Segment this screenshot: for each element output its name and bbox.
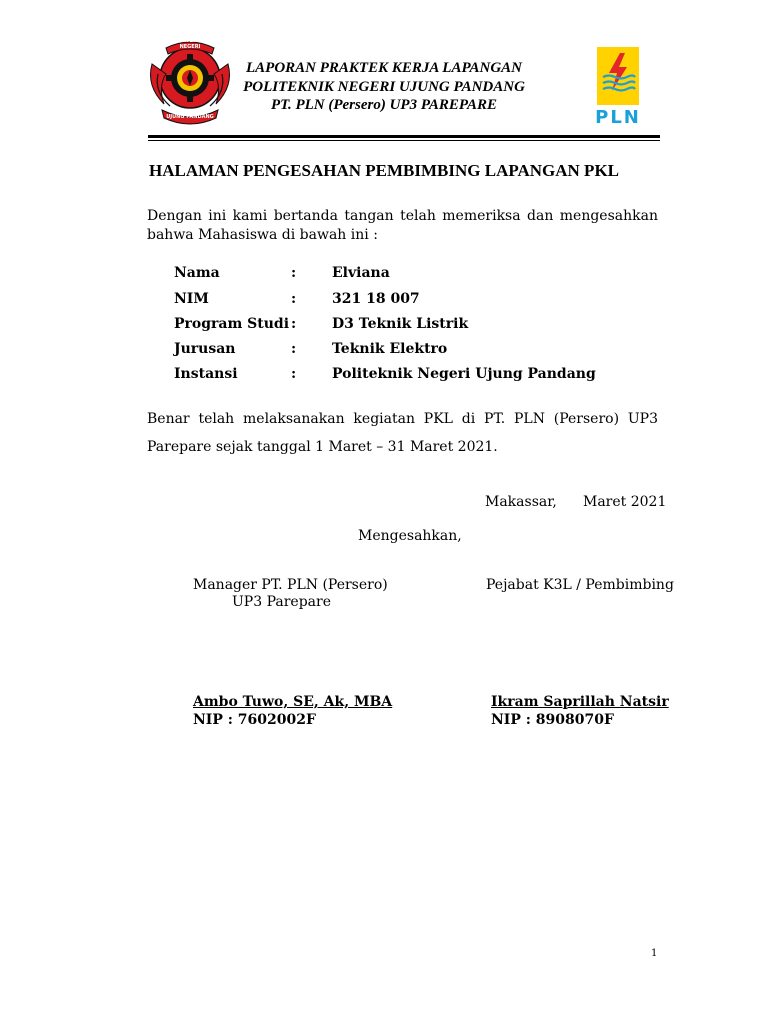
signatory-role: Manager PT. PLN (Persero) bbox=[193, 577, 388, 593]
header-rule-thin bbox=[148, 140, 660, 141]
header-line-3: PT. PLN (Persero) UP3 PAREPARE bbox=[271, 97, 497, 113]
approval-label: Mengesahkan, bbox=[358, 528, 462, 544]
identity-row-jurusan bbox=[174, 338, 614, 360]
identity-label: Instansi bbox=[174, 366, 238, 382]
identity-colon: : bbox=[291, 366, 297, 382]
intro-paragraph: Dengan ini kami bertanda tangan telah memeriksa dan mengesahkan bahwa Mahasiswa di bawah ini : bbox=[147, 208, 658, 243]
identity-colon: : bbox=[291, 265, 297, 281]
page-title: HALAMAN PENGESAHAN PEMBIMBING LAPANGAN PKL bbox=[148, 161, 620, 180]
signatory-name: Ikram Saprillah Natsir bbox=[491, 694, 669, 710]
signatory-nip: NIP : 7602002F bbox=[193, 712, 316, 728]
identity-label: Program Studi bbox=[174, 316, 290, 332]
signatory-name: Ambo Tuwo, SE, Ak, MBA bbox=[193, 694, 393, 710]
emblem-bottom-text: UJUNG PANDANG bbox=[166, 114, 214, 120]
identity-label: Jurusan bbox=[174, 341, 236, 357]
identity-row-instansi bbox=[174, 363, 614, 385]
pln-logo-text: PLN bbox=[595, 107, 641, 128]
identity-value: Teknik Elektro bbox=[332, 341, 448, 357]
pln-lightning-icon bbox=[597, 47, 639, 105]
identity-row-program-studi bbox=[174, 313, 614, 335]
header-rule-thick bbox=[148, 135, 660, 138]
identity-row-nim bbox=[174, 288, 614, 310]
header-line-1: LAPORAN PRAKTEK KERJA LAPANGAN bbox=[245, 60, 523, 76]
identity-value: D3 Teknik Listrik bbox=[332, 316, 469, 332]
place-city: Makassar, bbox=[485, 494, 557, 510]
identity-label: NIM bbox=[174, 291, 209, 307]
page-number: 1 bbox=[651, 948, 658, 959]
identity-value: Politeknik Negeri Ujung Pandang bbox=[332, 366, 596, 382]
signatory-nip: NIP : 8908070F bbox=[491, 712, 614, 728]
pln-logo bbox=[597, 47, 639, 105]
identity-colon: : bbox=[291, 341, 297, 357]
emblem-top-text: POLITEKNIK NEGERI bbox=[173, 38, 207, 50]
signatory-role: Pejabat K3L / Pembimbing bbox=[486, 577, 674, 593]
header-line-2: POLITEKNIK NEGERI UJUNG PANDANG bbox=[243, 79, 525, 95]
place-date: Maret 2021 bbox=[583, 494, 667, 510]
identity-label: Nama bbox=[174, 265, 220, 281]
statement-paragraph: Benar telah melaksanakan kegiatan PKL di PT. PLN (Persero) UP3 Parepare sejak tanggal 1 Maret – 31 Maret 2021. bbox=[147, 411, 658, 455]
signatory-role-unit: UP3 Parepare bbox=[232, 594, 331, 610]
identity-row-nama bbox=[174, 262, 614, 284]
identity-value: 321 18 007 bbox=[332, 291, 420, 307]
identity-value: Elviana bbox=[332, 265, 390, 281]
identity-colon: : bbox=[291, 291, 297, 307]
identity-colon: : bbox=[291, 316, 297, 332]
